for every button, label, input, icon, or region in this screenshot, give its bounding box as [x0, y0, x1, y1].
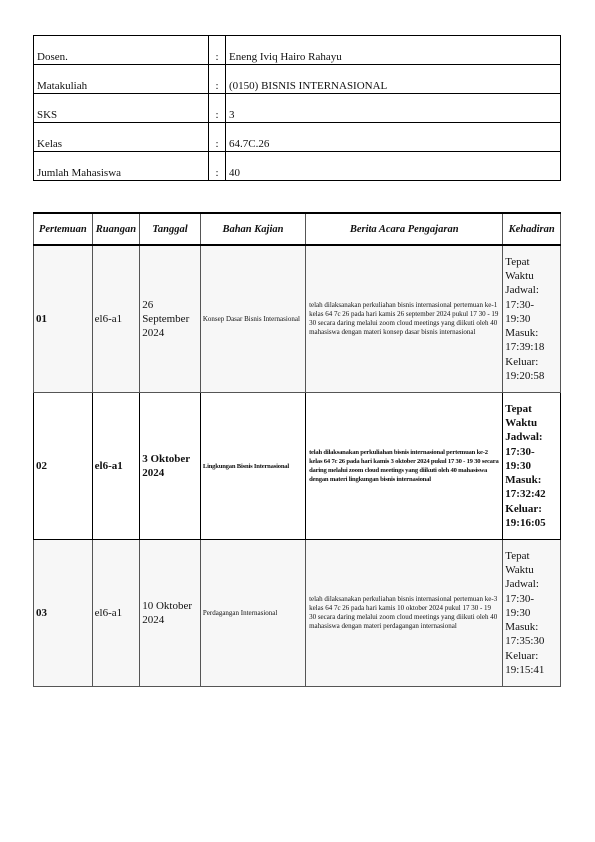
table-row: [34, 245, 561, 393]
cell-ruangan: el6-a1: [92, 245, 140, 393]
cell-berita-acara: telah dilaksanakan perkuliahan bisnis internasional pertemuan ke-3 kelas 64 7c 26 pada hari kamis 10 oktober 2024 pukul 17 30 - 19 30 secara daring melalui zoom cloud meetings yang diikuti oleh 40 mahasiswa dengan materi perdagangan internasional: [306, 540, 503, 687]
cell-kehadiran: Tepat Waktu Jadwal: 17:30-19:30 Masuk: 17:39:18 Keluar: 19:20:58: [503, 245, 561, 393]
info-row-kelas: [34, 123, 561, 152]
header-pertemuan: Pertemuan: [34, 213, 93, 245]
header-kehadiran: Kehadiran: [503, 213, 561, 245]
cell-tanggal: 10 Oktober 2024: [140, 540, 201, 687]
info-label: Kelas: [34, 123, 209, 152]
course-info-table: [33, 35, 561, 181]
header-berita-acara: Berita Acara Pengajaran: [306, 213, 503, 245]
table-row: [34, 540, 561, 687]
info-value: 40: [226, 152, 561, 181]
info-label: SKS: [34, 94, 209, 123]
info-label: Matakuliah: [34, 65, 209, 94]
info-row-sks: [34, 94, 561, 123]
cell-kehadiran: Tepat Waktu Jadwal: 17:30-19:30 Masuk: 17:35:30 Keluar: 19:15:41: [503, 540, 561, 687]
header-tanggal: Tanggal: [140, 213, 201, 245]
info-label: Dosen.: [34, 36, 209, 65]
header-ruangan: Ruangan: [92, 213, 140, 245]
info-value: 64.7C.26: [226, 123, 561, 152]
info-separator: :: [209, 123, 226, 152]
info-value: Eneng Iviq Hairo Rahayu: [226, 36, 561, 65]
info-value: 3: [226, 94, 561, 123]
header-bahan-kajian: Bahan Kajian: [200, 213, 305, 245]
cell-ruangan: el6-a1: [92, 540, 140, 687]
cell-pertemuan: 01: [34, 245, 93, 393]
info-value: (0150) BISNIS INTERNASIONAL: [226, 65, 561, 94]
cell-tanggal: 3 Oktober 2024: [140, 393, 201, 540]
table-header-row: [34, 213, 561, 245]
attendance-table: [33, 212, 561, 687]
cell-bahan-kajian: Konsep Dasar Bisnis Internasional: [200, 245, 305, 393]
cell-kehadiran: Tepat Waktu Jadwal: 17:30-19:30 Masuk: 17:32:42 Keluar: 19:16:05: [503, 393, 561, 540]
info-row-jumlah-mahasiswa: [34, 152, 561, 181]
cell-bahan-kajian: Perdagangan Internasional: [200, 540, 305, 687]
info-label: Jumlah Mahasiswa: [34, 152, 209, 181]
table-row: [34, 393, 561, 540]
info-separator: :: [209, 94, 226, 123]
cell-pertemuan: 02: [34, 393, 93, 540]
cell-berita-acara: telah dilaksanakan perkuliahan bisnis internasional pertemuan ke-1 kelas 64 7c 26 pada hari kamis 26 september 2024 pukul 17 30 - 19 30 secara daring melalui zoom cloud meetings yang diikuti oleh 40 mahasiswa dengan materi konsep dasar bisnis internasional: [306, 245, 503, 393]
info-separator: :: [209, 36, 226, 65]
cell-bahan-kajian: Lingkungan Bisnis Internasional: [200, 393, 305, 540]
info-separator: :: [209, 65, 226, 94]
cell-pertemuan: 03: [34, 540, 93, 687]
cell-berita-acara: telah dilaksanakan perkuliahan bisnis internasional pertemuan ke-2 kelas 64 7c 26 pada hari kamis 3 oktober 2024 pukul 17 30 - 19 30 secara daring melalui zoom cloud meetings yang diikuti oleh 40 mahasiswa dengan materi lingkungan bisnis internasional: [306, 393, 503, 540]
cell-ruangan: el6-a1: [92, 393, 140, 540]
info-separator: :: [209, 152, 226, 181]
info-row-dosen: [34, 36, 561, 65]
cell-tanggal: 26 September 2024: [140, 245, 201, 393]
info-row-matakuliah: [34, 65, 561, 94]
